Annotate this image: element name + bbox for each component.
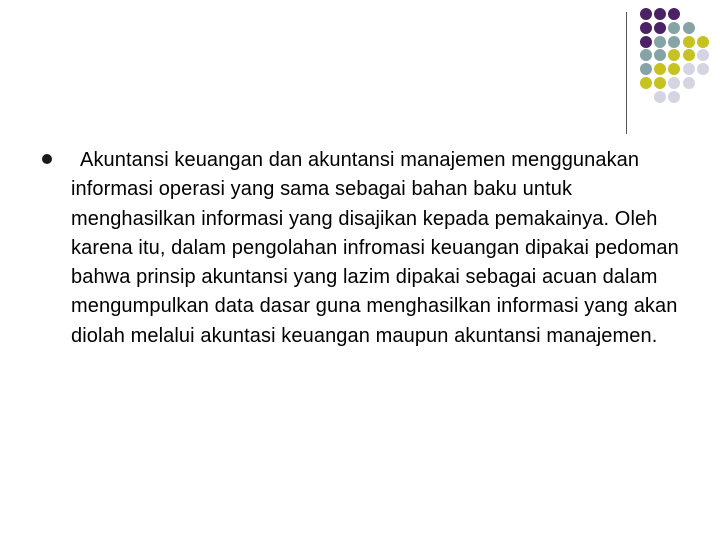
decorative-dot (683, 49, 695, 61)
decorative-dot (640, 63, 652, 75)
decorative-dot (668, 49, 680, 61)
decorative-dot (683, 77, 695, 89)
bullet-icon (42, 154, 52, 164)
decorative-dot (654, 77, 666, 89)
decorative-dot (640, 36, 652, 48)
decorative-dot (668, 63, 680, 75)
decorative-dot (668, 8, 680, 20)
decorative-dot (654, 63, 666, 75)
bullet-paragraph: Akuntansi keuangan dan akuntansi manajemen menggunakan informasi operasi yang sama sebagai bahan baku untuk menghasilkan informasi yang disajikan kepada pemakainya. Oleh karena itu, dalam pengolahan infromasi keuangan dipakai pedoman bahwa prinsip akuntansi yang lazim dipakai sebagai acuan dalam mengumpulkan data dasar guna menghasilkan informasi yang akan diolah melalui akuntasi keuangan maupun akuntansi manajemen. (71, 149, 679, 347)
decorative-dot (654, 36, 666, 48)
vertical-divider (626, 12, 627, 134)
decorative-dot (640, 22, 652, 34)
decorative-dot (668, 91, 680, 103)
decorative-dot (697, 49, 709, 61)
decorative-dot (668, 36, 680, 48)
bullet-item (42, 146, 692, 351)
decorative-dot-grid (640, 8, 720, 116)
decorative-dot (654, 91, 666, 103)
decorative-dot (668, 77, 680, 89)
decorative-dot (654, 8, 666, 20)
decorative-dot (697, 63, 709, 75)
decorative-dot (640, 77, 652, 89)
decorative-dot (683, 36, 695, 48)
decorative-dot (654, 49, 666, 61)
decorative-dot (640, 8, 652, 20)
decorative-dot (697, 36, 709, 48)
decorative-dot (654, 22, 666, 34)
decorative-dot (683, 22, 695, 34)
decorative-dot (683, 63, 695, 75)
decorative-dot (640, 49, 652, 61)
decorative-dot (668, 22, 680, 34)
